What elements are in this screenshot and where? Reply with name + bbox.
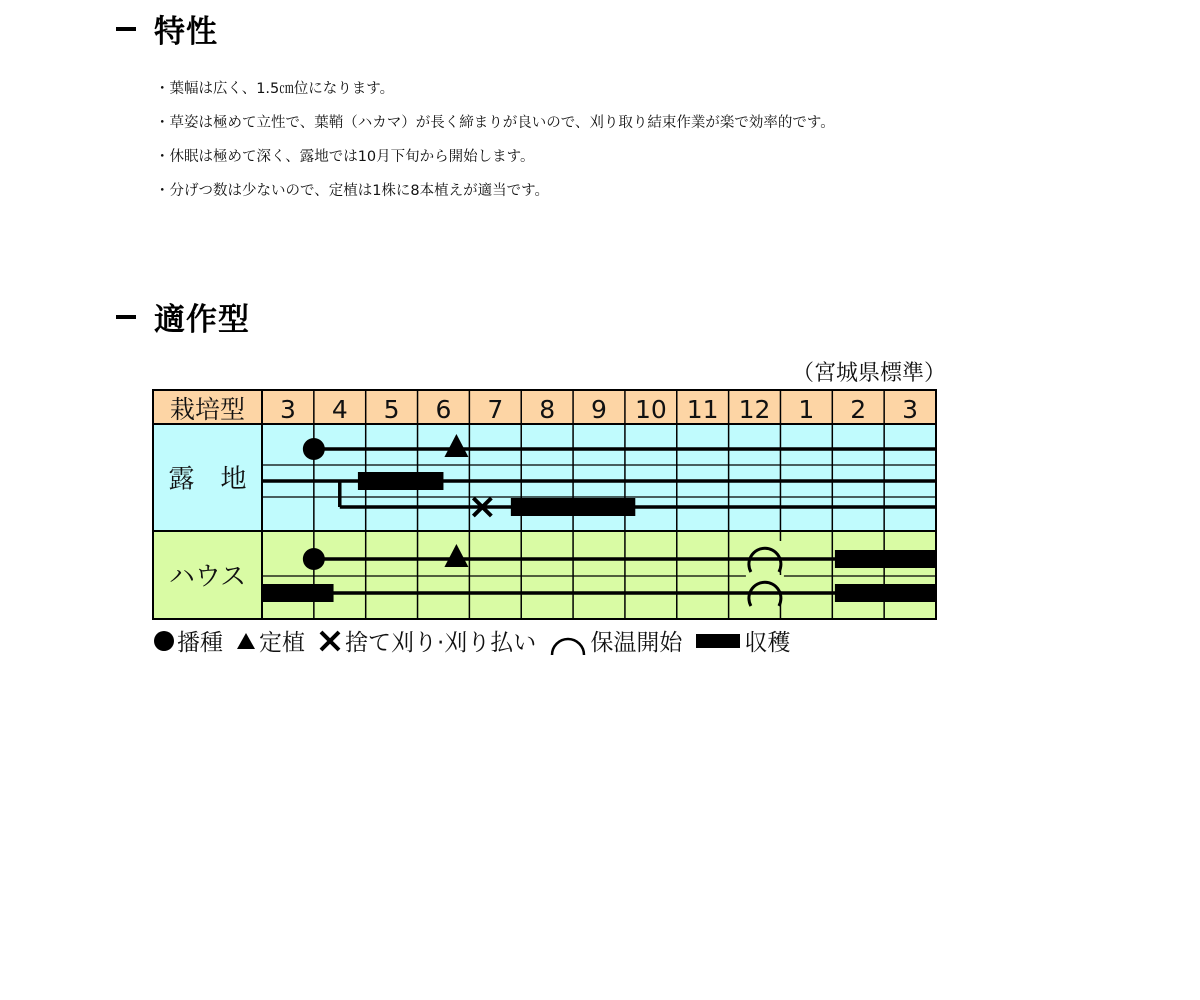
month-label: 4: [331, 395, 348, 424]
legend-item: [694, 624, 790, 657]
group-label: 露 地: [168, 464, 247, 495]
month-label: 3: [279, 395, 296, 424]
legend-label: 捨て刈り·刈り払い: [345, 630, 537, 656]
legend-label: 播種: [177, 630, 223, 656]
month-label: 6: [435, 395, 452, 424]
section-title: 特性: [154, 14, 218, 50]
feature-item: ・分げつ数は少ないので、定植は1株に8本植えが適当です。: [155, 183, 549, 199]
region-note: （宮城県標準）: [792, 361, 947, 386]
legend-bar-icon: [694, 632, 742, 650]
legend-arch-icon: [548, 626, 588, 656]
legend-label: 収穫: [744, 630, 791, 656]
feature-item: ・草姿は極めて立性で、葉鞘（ハカマ）が長く締まりが良いので、刈り取り結束作業が楽で効率的です。: [155, 115, 835, 131]
legend-item: [317, 624, 536, 657]
month-label: 3: [902, 395, 919, 424]
harvest-bar: [511, 498, 635, 516]
sowing-circle-icon: [303, 548, 325, 570]
legend-label: 定植: [259, 630, 305, 656]
header-label: 栽培型: [169, 395, 246, 424]
month-label: 9: [591, 395, 607, 424]
legend-item: [235, 624, 305, 657]
legend-label: 保温開始: [590, 630, 683, 656]
chart-legend: [153, 624, 802, 657]
legend-item: [153, 624, 223, 657]
legend-triangle-icon: [235, 630, 257, 652]
month-label: 7: [487, 395, 504, 424]
feature-item: ・葉幅は広く、1.5㎝位になります。: [155, 81, 395, 97]
harvest-bar: [835, 584, 936, 602]
feature-item: ・休眠は極めて深く、露地では10月下旬から開始します。: [155, 149, 535, 165]
month-label: 2: [850, 395, 867, 424]
sowing-circle-icon: [303, 438, 325, 460]
harvest-bar: [358, 472, 444, 490]
month-label: 5: [383, 395, 400, 424]
group-bg: [153, 531, 936, 619]
month-label: 8: [539, 395, 556, 424]
legend-circle-icon: [153, 630, 175, 652]
legend-cross-icon: [317, 630, 343, 652]
harvest-bar: [262, 584, 334, 602]
month-label: 12: [738, 395, 771, 424]
group-label: ハウス: [168, 562, 247, 592]
legend-item: [548, 624, 682, 657]
section-title: 適作型: [154, 302, 250, 338]
month-label: 1: [798, 395, 815, 424]
month-label: 10: [634, 395, 667, 424]
month-label: 11: [686, 395, 719, 424]
harvest-bar: [835, 550, 936, 568]
